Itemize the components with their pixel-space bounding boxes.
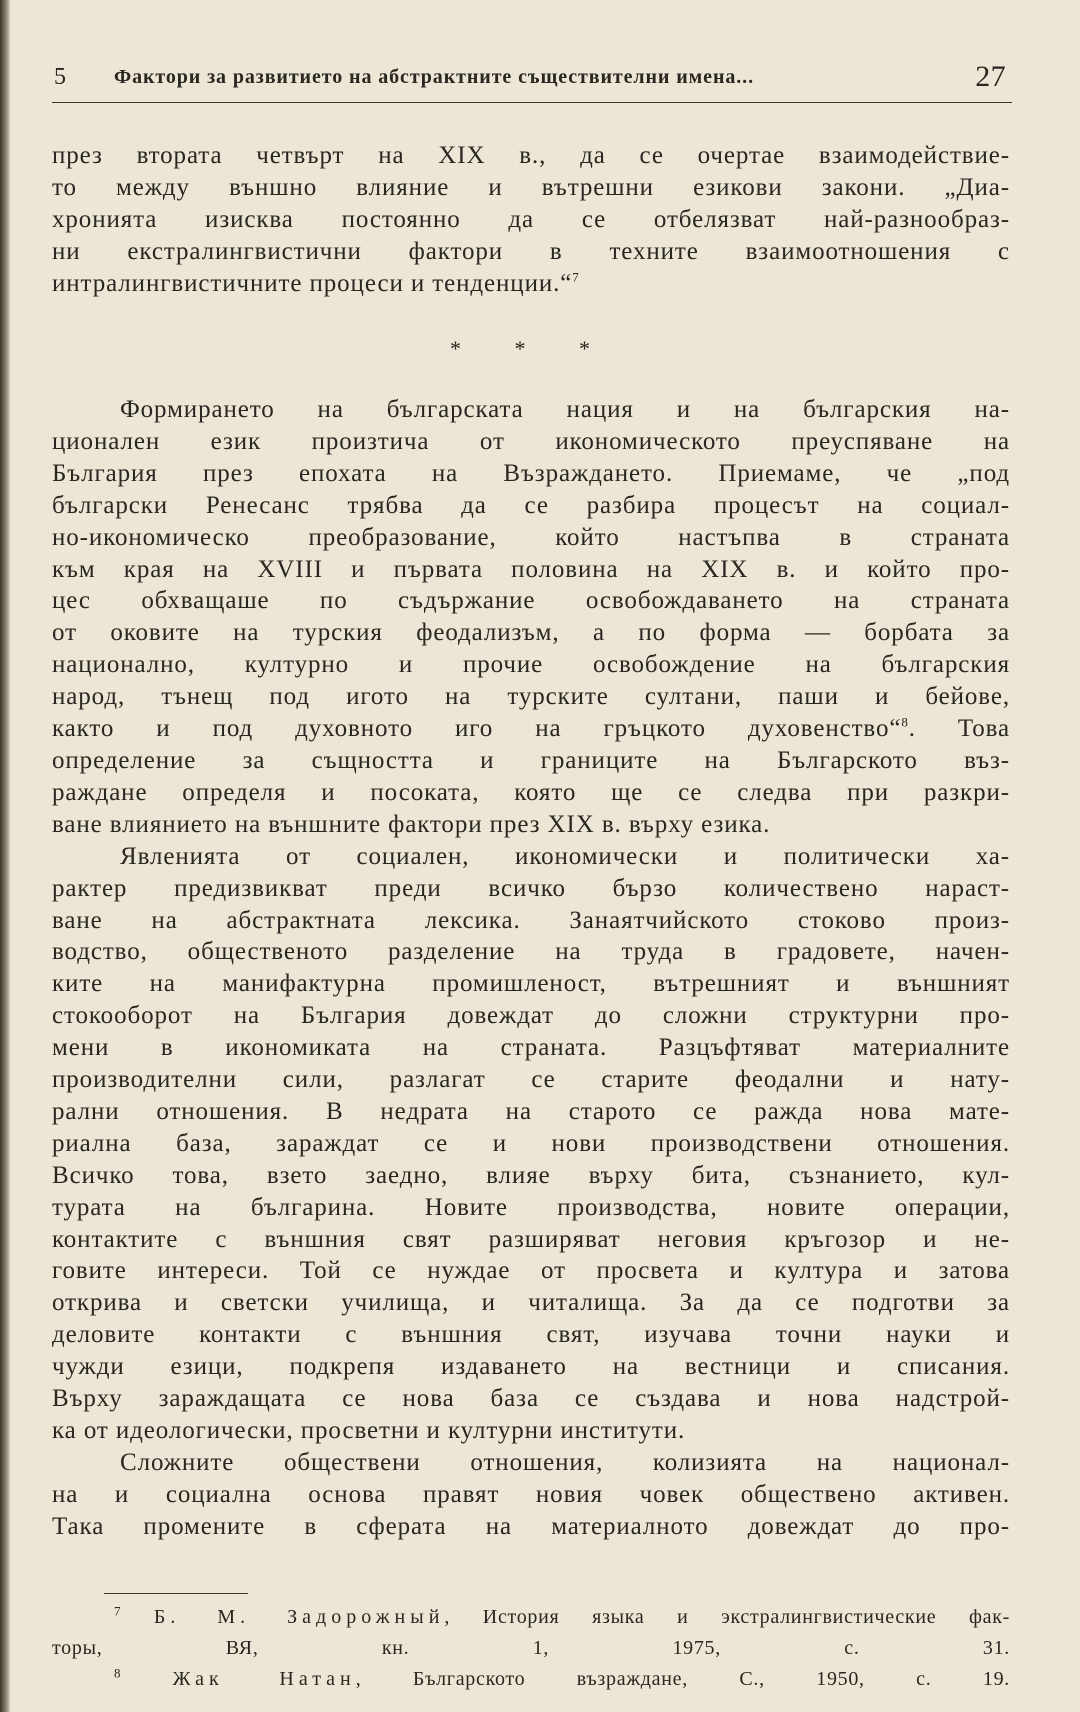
footnote-rule [104, 1593, 248, 1594]
text-line [52, 268, 1010, 300]
text-fragment: както и под духовното иго на гръцкото духовенство“ [52, 715, 902, 743]
running-head [52, 58, 1012, 98]
header-rule [52, 102, 1012, 103]
footnote-line: торы, ВЯ, кн. 1, 1975, с. 31. [52, 1637, 1010, 1659]
chapter-number: 5 [54, 64, 67, 90]
text-fragment: интралингвистичните процеси и тенденции.“ [52, 269, 573, 297]
text-line: производителни сили, разлагат се старите феодални и нату- [52, 1066, 1010, 1094]
footnote-mark: 7 [114, 1603, 122, 1619]
text-line: риална база, зараждат се и нови производствени отношения. [52, 1129, 1010, 1157]
text-line: ките на манифактурна промишленост, вътрешният и външният [52, 970, 1010, 998]
text-line: водство, общественото разделение на труда в градовете, начен- [52, 938, 1010, 966]
section-separator: * * * [450, 336, 614, 361]
text-line: чужди езици, подкрепя издаването на вестници и списания. [52, 1353, 1010, 1381]
text-line: Така промените в сферата на материалното довеждат до про- [52, 1512, 1010, 1540]
text-line: открива и светски училища, и читалища. За да се подготви за [52, 1289, 1010, 1317]
text-line: Върху зараждащата се нова база се създава и нова надстрой- [52, 1385, 1010, 1413]
text-line: България през епохата на Възраждането. Приемаме, че „под [52, 459, 1010, 487]
text-line: но-икономическо преобразование, който настъпва в страната [52, 523, 1010, 551]
text-line: то между външно влияние и вътрешни езикови закони. „Диа- [52, 173, 1010, 201]
text-line: български Ренесанс трябва да се разбира процесът на социал- [52, 491, 1010, 519]
footnote-text: , Българското възраждане, С., 1950, с. 19. [355, 1668, 1010, 1690]
text-line: Явленията от социален, икономически и политически ха- [120, 842, 1010, 870]
text-line: национално, културно и прочие освобождение на българския [52, 651, 1010, 679]
text-line: деловите контакти с външния свят, изучава точни науки и [52, 1321, 1010, 1349]
footnote-7 [52, 1602, 1010, 1664]
text-line: ване влиянието на външните фактори през XIX в. върху езика. [52, 810, 771, 838]
text-line: раждане определя и посоката, която ще се следва при разкри- [52, 778, 1010, 806]
footnote-8 [52, 1664, 1010, 1695]
text-line: хронията изисква постоянно да се отбелязват най-разнообраз- [52, 205, 1010, 233]
footnote-ref-7[interactable]: 7 [572, 269, 580, 285]
text-line: Сложните обществени отношения, колизията на национал- [120, 1448, 1010, 1476]
text-line [52, 713, 1010, 745]
footnote-line [52, 1602, 1010, 1633]
text-line: ни екстралингвистични фактори в техните взаимоотношения с [52, 237, 1010, 265]
paragraph-2 [52, 394, 1010, 1543]
text-line: стокооборот на България довеждат до сложни структурни про- [52, 1002, 1010, 1030]
footnote-author: Жак Натан [172, 1668, 356, 1690]
text-line: ка от идеологически, просветни и културни институти. [52, 1417, 686, 1444]
text-line: турата на българина. Новите производства, новите операции, [52, 1193, 1010, 1221]
text-line: говите интереси. Той се нуждае от просвета и култура и затова [52, 1257, 1010, 1285]
text-line: от оковите на турския феодализъм, а по форма — борбата за [52, 619, 1010, 647]
text-line: цес обхващаше по съдържание освобождаването на страната [52, 587, 1010, 615]
footnotes [52, 1602, 1010, 1695]
page-number: 27 [975, 60, 1006, 93]
paragraph-1 [52, 140, 1010, 300]
footnote-line [52, 1664, 1010, 1695]
running-title: Фактори за развитието на абстрактните съществителни имена... [114, 66, 754, 88]
text-line: мени в икономиката на страната. Разцъфтяват материалните [52, 1034, 1010, 1062]
footnote-ref-8[interactable]: 8 [901, 714, 909, 730]
text-line: през втората четвърт на XIX в., да се очертае взаимодействие- [52, 142, 1010, 169]
text-line: контактите с външния свят разширяват неговия кръгозор и не- [52, 1225, 1010, 1253]
text-line: Формирането на българската нация и на българския на- [120, 396, 1010, 423]
footnote-text: , История языка и экстралингвистические фак- [444, 1606, 1011, 1628]
text-line: ване на абстрактната лексика. Занаятчийското стоково произ- [52, 906, 1010, 934]
text-line: ционален език произтича от икономическото преуспяване на [52, 427, 1010, 455]
text-line: определение за същността и границите на Българското въз- [52, 746, 1010, 774]
text-line: на и социална основа правят новия човек обществено активен. [52, 1480, 1010, 1508]
text-line: към края на XVIII и първата половина на XIX в. и който про- [52, 555, 1010, 583]
footnote-mark: 8 [114, 1665, 122, 1681]
text-line: рактер предизвикват преди всичко бързо количествено нараст- [52, 874, 1010, 902]
text-line: Всичко това, взето заедно, влияе върху бита, съзнанието, кул- [52, 1161, 1010, 1189]
footnote-author: Б. М. Задорожный [153, 1606, 445, 1628]
text-line: рални отношения. В недрата на старото се ражда нова мате- [52, 1097, 1010, 1125]
book-spine-shadow [0, 0, 10, 1712]
text-fragment: . Това [908, 715, 1010, 743]
text-line: народ, тънещ под игото на турските султани, паши и бейове, [52, 683, 1010, 711]
